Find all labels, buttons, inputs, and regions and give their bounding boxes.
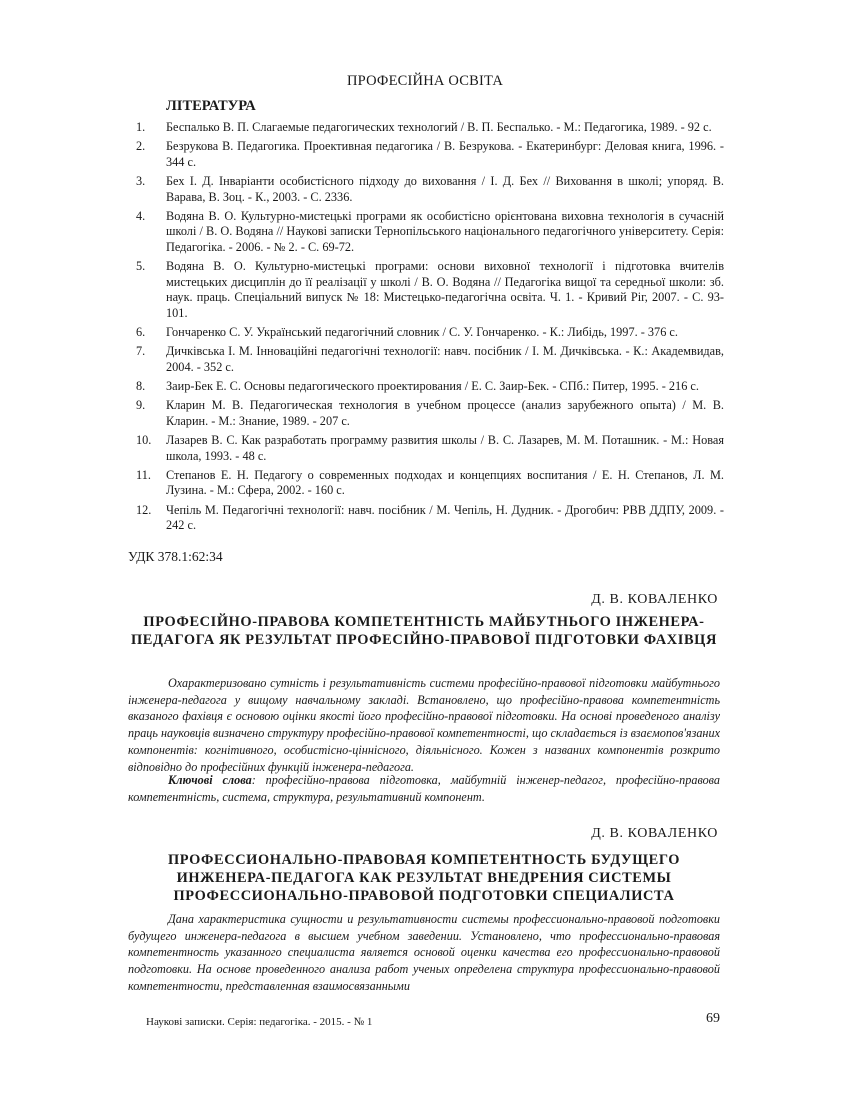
author-ua: Д. В. КОВАЛЕНКО — [591, 592, 718, 607]
reference-number: 2. — [136, 139, 146, 154]
literature-heading: ЛІТЕРАТУРА — [166, 98, 256, 114]
reference-number: 5. — [136, 259, 146, 274]
running-head: ПРОФЕСІЙНА ОСВІТА — [346, 73, 504, 89]
article-title-ua: ПРОФЕСІЙНО-ПРАВОВА КОМПЕТЕНТНІСТЬ МАЙБУТНЬОГО ІНЖЕНЕРА-ПЕДАГОГА ЯК РЕЗУЛЬТАТ ПРОФЕСІЙНО-ПРАВОВОЇ ПІДГОТОВКИ ФАХІВЦЯ — [131, 614, 717, 649]
reference-item — [136, 398, 724, 429]
reference-text: Дичківська І. М. Інноваційні педагогічні технології: навч. посібник / І. М. Дичківська. - К.: Академвидав, 2004. - 352 с. — [166, 344, 724, 374]
reference-item — [136, 139, 724, 170]
reference-text: Гончаренко С. У. Український педагогічний словник / С. У. Гончаренко. - К.: Либідь, 1997. - 376 с. — [166, 325, 678, 340]
reference-text: Бех І. Д. Інваріанти особистісного підходу до виховання / І. Д. Бех // Виховання в школі; упоряд. В. Варава, В. Зоц. - К., 2003. - С. 2336. — [166, 173, 724, 204]
reference-number: 10. — [136, 433, 152, 448]
reference-item — [136, 433, 724, 464]
reference-item — [136, 209, 724, 256]
reference-item — [136, 344, 724, 375]
reference-text: Лазарев В. С. Как разработать программу развития школы / В. С. Лазарев, М. М. Поташник. - М.: Новая школа, 1993. - 48 с. — [166, 433, 724, 463]
reference-number: 1. — [136, 120, 146, 134]
keywords-ua — [128, 772, 720, 805]
abstract-ua: Охарактеризовано сутність і результативність системи професійно-правової підготовки майбутнього інженера-педагога у вищому навчальному закладі. Встановлено, що професійно-правова компетентність вказаного фахівця є основою оцінки якості його професійно-правової підготовки. На основі проведеного аналізу праць науковців визначено структуру професійно-правової компетентності, що складається із взаємопов'язаних компонентів: когнітивного, особистісно-ціннісного, діяльнісного. Кожен з названих компонентів розкрито відповідно до професійних функцій інженера-педагога. — [128, 676, 720, 774]
reference-item — [136, 379, 724, 395]
reference-text: Заир-Бек Е. С. Основы педагогического проектирования / Е. С. Заир-Бек. - СПб.: Питер, 1995. - 216 с. — [166, 379, 699, 394]
reference-text: Водяна В. О. Культурно-мистецькі програми як особистісно орієнтована виховна технологія в сучасній школі / В. О. Водяна // Наукові записки Тернопільського національного педагогічного університету. Серія: Педагогіка. - 2006. - № 2. - С. 69-72. — [166, 208, 724, 254]
reference-number: 7. — [136, 344, 146, 359]
reference-text: Степанов Е. Н. Педагогу о современных подходах и концепциях воспитания / Е. Н. Степанов, Л. М. Лузина. - М.: Сфера, 2002. - 160 с. — [166, 467, 724, 498]
reference-item — [136, 325, 724, 341]
reference-list — [136, 120, 724, 537]
reference-text: Водяна В. О. Культурно-мистецькі програми: основи виховної технології і підготовка вчителів мистецьких дисциплін до її реалізації у школі / В. О. Водяна // Педагогіка вищої та середньої школи: зб. наук. праць. Спеціальний випуск № 18: Мистецько-педагогічна освіта. Ч. 1. - Кривий Ріг, 2007. - С. 93-101. — [166, 259, 724, 320]
author-ru: Д. В. КОВАЛЕНКО — [591, 826, 718, 841]
reference-number: 3. — [136, 173, 146, 188]
reference-number: 9. — [136, 398, 146, 413]
keywords-label: Ключові слова — [168, 773, 252, 787]
reference-number: 11. — [136, 467, 151, 482]
reference-text: Чепіль М. Педагогічні технології: навч. посібник / М. Чепіль, Н. Дудник. - Дрогобич: РВВ ДДПУ, 2009. - 242 с. — [166, 502, 724, 533]
abstract-ru: Дана характеристика сущности и результативности системы профессионально-правовой подготовки будущего инженера-педагога в высшем учебном заведении. Установлено, что профессионально-правовая компетентность указанного специалиста является основой оценки качества его профессионально-правовой подготовки. На основе проведенного анализа работ ученых определена структура профессионально-правовой компетентности, представленная взаимосвязанными — [128, 912, 720, 993]
reference-item — [136, 259, 724, 321]
reference-item — [136, 468, 724, 499]
udc-code: УДК 378.1:62:34 — [128, 549, 223, 564]
reference-text: Безрукова В. Педагогика. Проективная педагогика / В. Безрукова. - Екатеринбург: Деловая книга, 1996. - 344 с. — [166, 139, 724, 169]
reference-item — [136, 120, 724, 136]
reference-number: 6. — [136, 325, 146, 340]
page-number: 69 — [706, 1011, 720, 1026]
reference-item — [136, 174, 724, 205]
reference-text: Беспалько В. П. Слагаемые педагогических технологий / В. П. Беспалько. - М.: Педагогика, 1989. - 92 с. — [166, 120, 712, 134]
reference-number: 8. — [136, 379, 146, 394]
reference-number: 4. — [136, 208, 146, 223]
reference-number: 12. — [136, 502, 152, 517]
footer-journal: Наукові записки. Серія: педагогіка. - 2015. - № 1 — [146, 1016, 373, 1028]
article-title-ru: ПРОФЕССИОНАЛЬНО-ПРАВОВАЯ КОМПЕТЕНТНОСТЬ БУДУЩЕГО ИНЖЕНЕРА-ПЕДАГОГА КАК РЕЗУЛЬТАТ ВНЕДРЕНИЯ СИСТЕМЫ ПРОФЕССИОНАЛЬНО-ПРАВОВОЙ ПОДГОТОВКИ СПЕЦИАЛИСТА — [167, 852, 681, 905]
reference-item — [136, 503, 724, 534]
reference-text: Кларин М. В. Педагогическая технология в учебном процессе (анализ зарубежного опыта) / М. В. Кларин. - М.: Знание, 1989. - 207 с. — [166, 398, 724, 428]
keywords-text: : професійно-правова підготовка, майбутній інженер-педагог, професійно-правова компетентність, система, структура, результативний компонент. — [128, 773, 720, 804]
